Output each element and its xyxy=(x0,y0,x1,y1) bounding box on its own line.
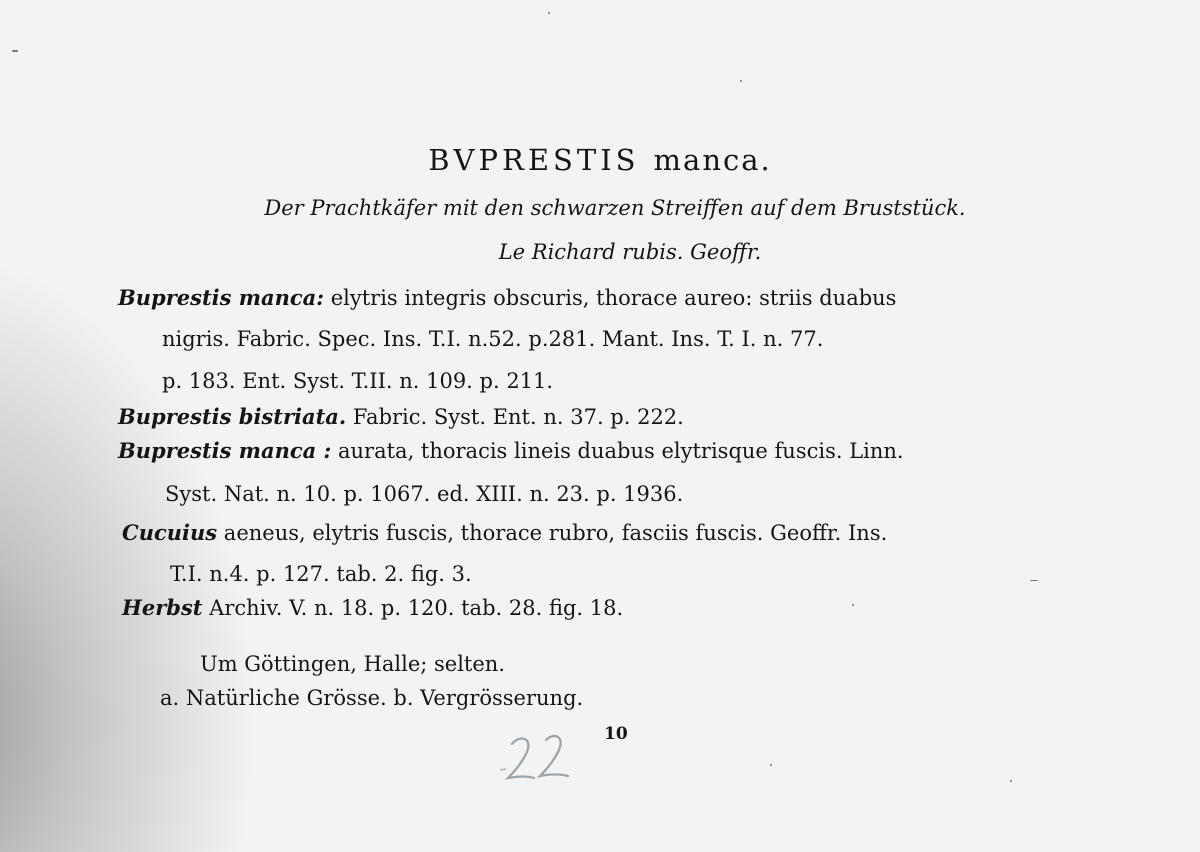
reference-line: Buprestis bistriata. Fabric. Syst. Ent. n. 37. p. 222. xyxy=(118,404,684,429)
reference-line: p. 183. Ent. Syst. T.II. n. 109. p. 211. xyxy=(162,369,554,393)
scan-speck xyxy=(548,12,550,14)
scan-speck xyxy=(770,764,772,766)
scan-speck xyxy=(1030,580,1038,581)
scan-speck xyxy=(1010,780,1012,782)
handwritten-mark xyxy=(500,726,590,790)
reference-line: T.I. n.4. p. 127. tab. 2. fig. 3. xyxy=(170,562,472,586)
title-genus: BVPRESTIS xyxy=(428,143,640,177)
reference-line: nigris. Fabric. Spec. Ins. T.I. n.52. p.281. Mant. Ins. T. I. n. 77. xyxy=(162,327,824,351)
page-title xyxy=(0,143,1200,177)
scan-speck xyxy=(740,80,742,82)
reference-line: Buprestis manca: elytris integris obscuris, thorace aureo: striis duabus xyxy=(118,285,897,310)
reference-line: Herbst Archiv. V. n. 18. p. 120. tab. 28. fig. 18. xyxy=(122,595,624,620)
handwritten-22-icon xyxy=(500,726,590,786)
french-name: Le Richard rubis. Geoffr. xyxy=(498,240,762,264)
locality-note: Um Göttingen, Halle; selten. xyxy=(200,652,506,676)
german-name: Der Prachtkäfer mit den schwarzen Streiffen auf dem Bruststück. xyxy=(264,196,966,220)
title-species: manca. xyxy=(653,143,772,177)
page-number: 10 xyxy=(604,724,628,744)
scan-speck xyxy=(852,604,854,606)
size-note: a. Natürliche Grösse. b. Vergrösserung. xyxy=(160,686,584,710)
scan-speck xyxy=(12,50,18,52)
reference-line: Cucuius aeneus, elytris fuscis, thorace rubro, fasciis fuscis. Geoffr. Ins. xyxy=(122,520,888,545)
reference-line: Syst. Nat. n. 10. p. 1067. ed. XIII. n. 23. p. 1936. xyxy=(165,482,684,506)
reference-line: Buprestis manca : aurata, thoracis lineis duabus elytrisque fuscis. Linn. xyxy=(118,438,904,463)
